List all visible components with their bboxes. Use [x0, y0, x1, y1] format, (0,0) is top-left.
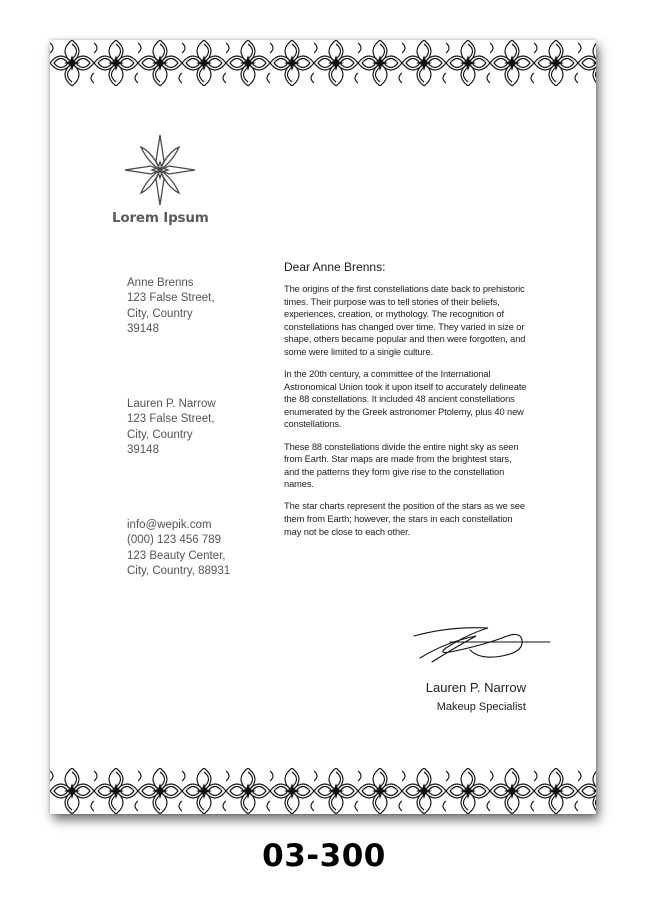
letter-paragraph-2: In the 20th century, a committee of the International Astronomical Union took it upon itself to accurately delineate the 88 constellations. It included 48 ancient constellations enumerated by the Greek astronomer Ptolemy, plus 40 new constellations. [284, 369, 527, 430]
letterhead-page [50, 40, 596, 814]
contact-city: City, Country, 88931 [127, 565, 231, 578]
recipient-address-block [127, 397, 216, 459]
sender-name: Anne Brenns [127, 277, 194, 289]
contact-phone[interactable]: (000) 123 456 789 [127, 534, 221, 547]
contact-email[interactable]: info@wepik.com [127, 519, 212, 531]
letter-paragraph-1: The origins of the first constellations date back to prehistoric times. Their purpose was to tell stories of their beliefs, experiences, creation, or mythology. The recognition of constellations has changed over time. They varied in size or shape, others became popular and then were forgotten, and some were limited to a single culture. [284, 284, 526, 357]
sender-street: 123 False Street, [127, 292, 215, 305]
recipient-city: City, Country [127, 428, 193, 441]
signer-name: Lauren P. Narrow [425, 680, 526, 695]
letter-paragraph-3: These 88 constellations divide the entire night sky as seen from Earth. Star maps are made from the brightest stars, and the patterns they form give rise to the constellation names. [284, 441, 519, 490]
signature-scribble [410, 620, 552, 670]
sender-postcode: 39148 [127, 323, 159, 336]
leaf-star-logo-icon [123, 133, 197, 207]
contact-block [127, 518, 230, 580]
recipient-name: Lauren P. Narrow [127, 398, 216, 410]
signer-title: Makeup Specialist [436, 701, 526, 713]
recipient-street: 123 False Street, [127, 413, 215, 426]
sender-city: City, Country [127, 307, 193, 320]
product-code-label: 03-300 [262, 838, 386, 874]
letter-paragraph-4: The star charts represent the position of the stars as we see them from Earth; however, the stars in each constellation may not be close to each other. [284, 501, 525, 537]
bottom-ornamental-border [50, 768, 596, 814]
brand-name: Lorem Ipsum [112, 210, 209, 226]
contact-street: 123 Beauty Center, [127, 549, 226, 562]
letter-greeting: Dear Anne Brenns: [284, 260, 386, 274]
recipient-postcode: 39148 [127, 444, 159, 457]
sender-address-block [127, 276, 215, 338]
top-ornamental-border [50, 40, 596, 86]
letter-body [284, 260, 529, 548]
